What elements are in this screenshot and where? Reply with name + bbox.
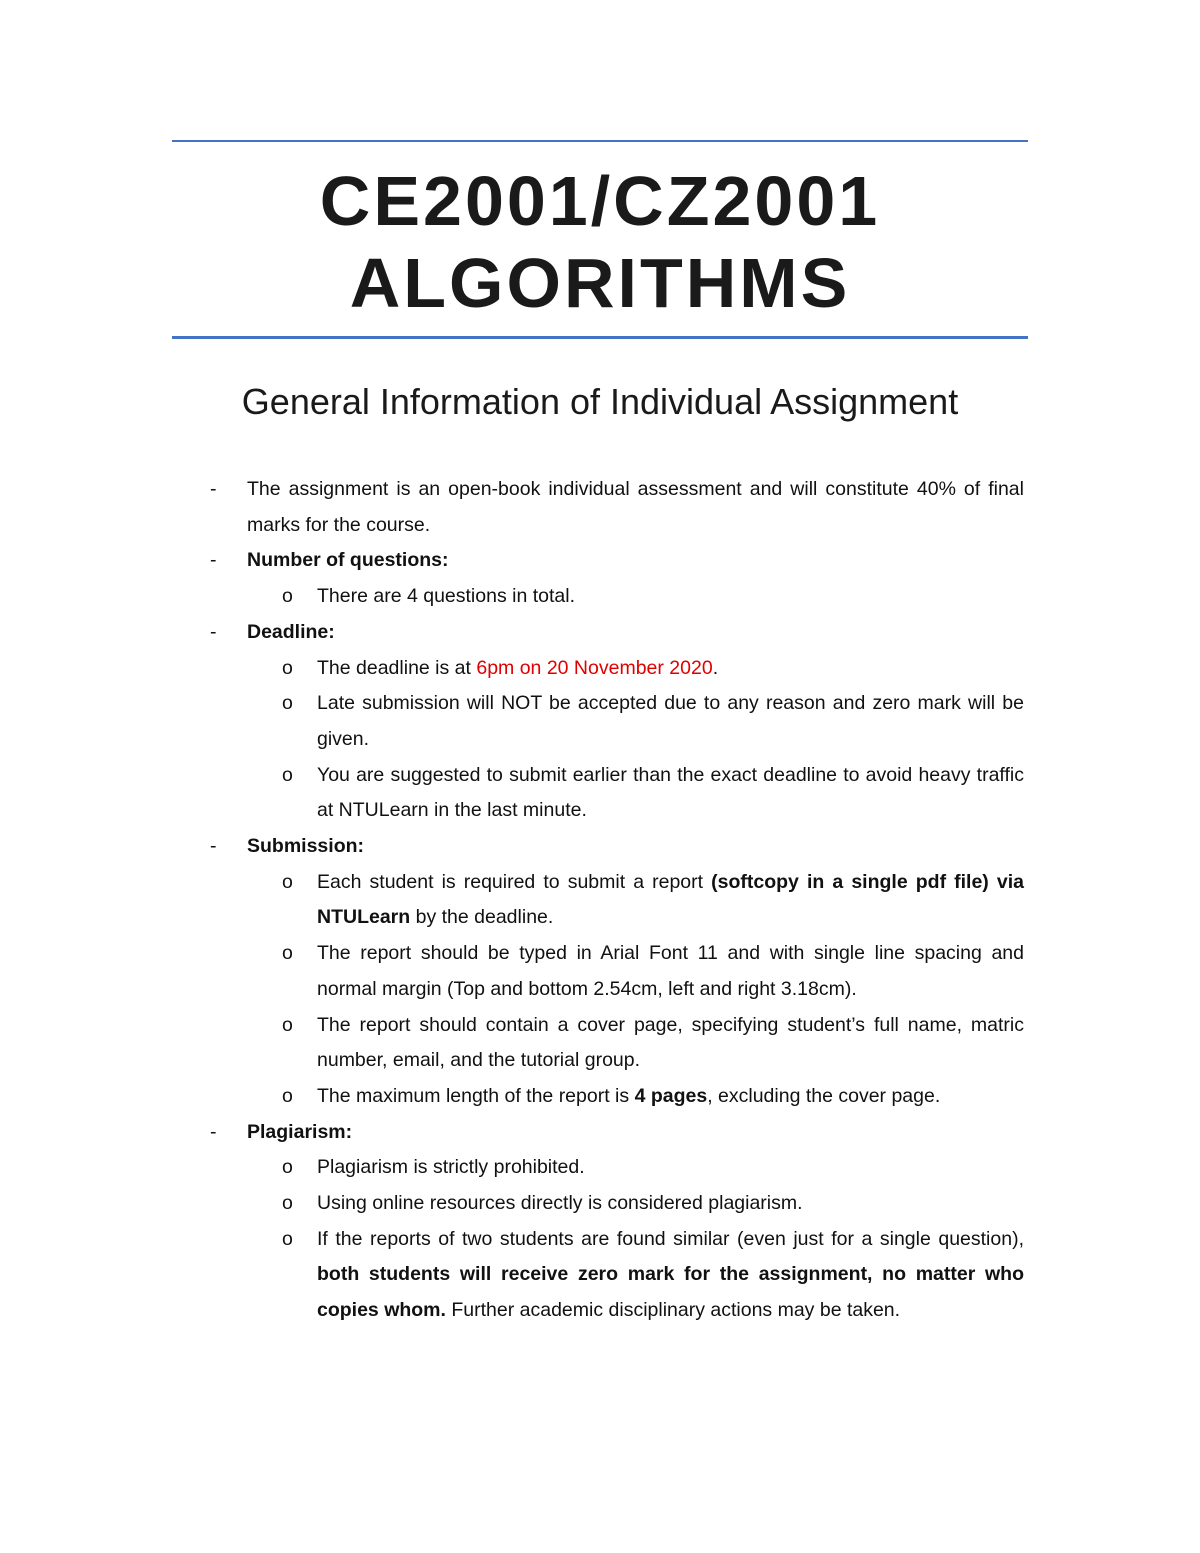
list-item-deadline bbox=[210, 615, 1024, 651]
circle-bullet: o bbox=[282, 763, 293, 786]
submission-item-pre: Each student is required to submit a report bbox=[317, 870, 712, 893]
plagiarism-item-3-pre: If the reports of two students are found similar (even just for a single question), bbox=[317, 1227, 1024, 1250]
circle-bullet: o bbox=[282, 870, 293, 893]
list-item-plagiarism bbox=[210, 1115, 1024, 1151]
plagiarism-item-2: Using online resources directly is considered plagiarism. bbox=[317, 1192, 803, 1215]
list-item-questions bbox=[210, 543, 1024, 579]
circle-bullet: o bbox=[282, 1084, 293, 1107]
dash-bullet: - bbox=[210, 478, 217, 500]
circle-bullet: o bbox=[282, 692, 293, 715]
circle-bullet: o bbox=[282, 585, 293, 608]
submission-cover-text: The report should contain a cover page, specifying student’s full name, matric number, email, and the tutorial group. bbox=[317, 1013, 1024, 1072]
list-item-intro bbox=[210, 472, 1024, 543]
dash-bullet: - bbox=[210, 549, 217, 572]
page-title bbox=[172, 160, 1028, 324]
plagiarism-item-3-post: Further academic disciplinary actions may be taken. bbox=[445, 1299, 901, 1322]
questions-heading: Number of questions: bbox=[247, 549, 449, 572]
intro-text: The assignment is an open-book individual assessment and will constitute 40% of final marks for the course. bbox=[247, 478, 1024, 536]
sub-item bbox=[210, 1222, 1024, 1329]
submission-format-text: The report should be typed in Arial Font 11 and with single line spacing and normal margin (Top and bottom 2.54cm, left and right 3.18cm). bbox=[317, 942, 1024, 1000]
deadline-suggest-text: You are suggested to submit earlier than the exact deadline to avoid heavy traffic at NTULearn in the last minute. bbox=[317, 763, 1024, 822]
sub-item bbox=[210, 1008, 1024, 1079]
deadline-heading: Deadline: bbox=[247, 620, 335, 643]
sub-item bbox=[210, 758, 1024, 829]
questions-item: There are 4 questions in total. bbox=[317, 585, 575, 608]
deadline-late-text: Late submission will NOT be accepted due to any reason and zero mark will be given. bbox=[317, 692, 1024, 750]
plagiarism-heading: Plagiarism: bbox=[247, 1120, 353, 1143]
submission-heading: Submission: bbox=[247, 835, 365, 858]
sub-item bbox=[210, 651, 1024, 687]
submission-length-pre: The maximum length of the report is bbox=[317, 1084, 635, 1107]
title-course-name: ALGORITHMS bbox=[349, 244, 851, 322]
sub-item bbox=[210, 865, 1024, 936]
submission-item-bold: (softcopy in a single pdf file) via NTULearn bbox=[317, 870, 1024, 929]
page-subtitle: General Information of Individual Assignment bbox=[241, 381, 959, 422]
title-course-code: CE2001/CZ2001 bbox=[319, 162, 881, 240]
sub-item bbox=[210, 1186, 1024, 1222]
sub-item bbox=[210, 1079, 1024, 1115]
submission-length-post: , excluding the cover page. bbox=[707, 1084, 941, 1107]
info-list bbox=[210, 472, 1024, 1329]
top-divider bbox=[172, 140, 1028, 142]
circle-bullet: o bbox=[282, 942, 293, 965]
list-item-submission bbox=[210, 829, 1024, 865]
circle-bullet: o bbox=[282, 1013, 293, 1036]
circle-bullet: o bbox=[282, 656, 293, 679]
dash-bullet: - bbox=[210, 835, 217, 858]
submission-item-post: by the deadline. bbox=[410, 906, 554, 929]
deadline-item-post: . bbox=[712, 656, 719, 679]
bottom-divider bbox=[172, 336, 1028, 339]
dash-bullet: - bbox=[210, 1120, 217, 1143]
circle-bullet: o bbox=[282, 1156, 293, 1179]
sub-item bbox=[210, 686, 1024, 757]
sub-item bbox=[210, 1150, 1024, 1186]
circle-bullet: o bbox=[282, 1192, 293, 1215]
dash-bullet: - bbox=[210, 620, 217, 643]
deadline-item-pre: The deadline is at bbox=[317, 656, 477, 679]
plagiarism-item-3-bold: both students will receive zero mark for the assignment, no matter who copies whom. bbox=[317, 1263, 1024, 1322]
submission-length-bold: 4 pages bbox=[634, 1084, 708, 1107]
plagiarism-item-1: Plagiarism is strictly prohibited. bbox=[317, 1156, 585, 1179]
circle-bullet: o bbox=[282, 1227, 293, 1250]
sub-item bbox=[210, 579, 1024, 615]
deadline-date: 6pm on 20 November 2020 bbox=[476, 656, 713, 679]
sub-item bbox=[210, 936, 1024, 1007]
